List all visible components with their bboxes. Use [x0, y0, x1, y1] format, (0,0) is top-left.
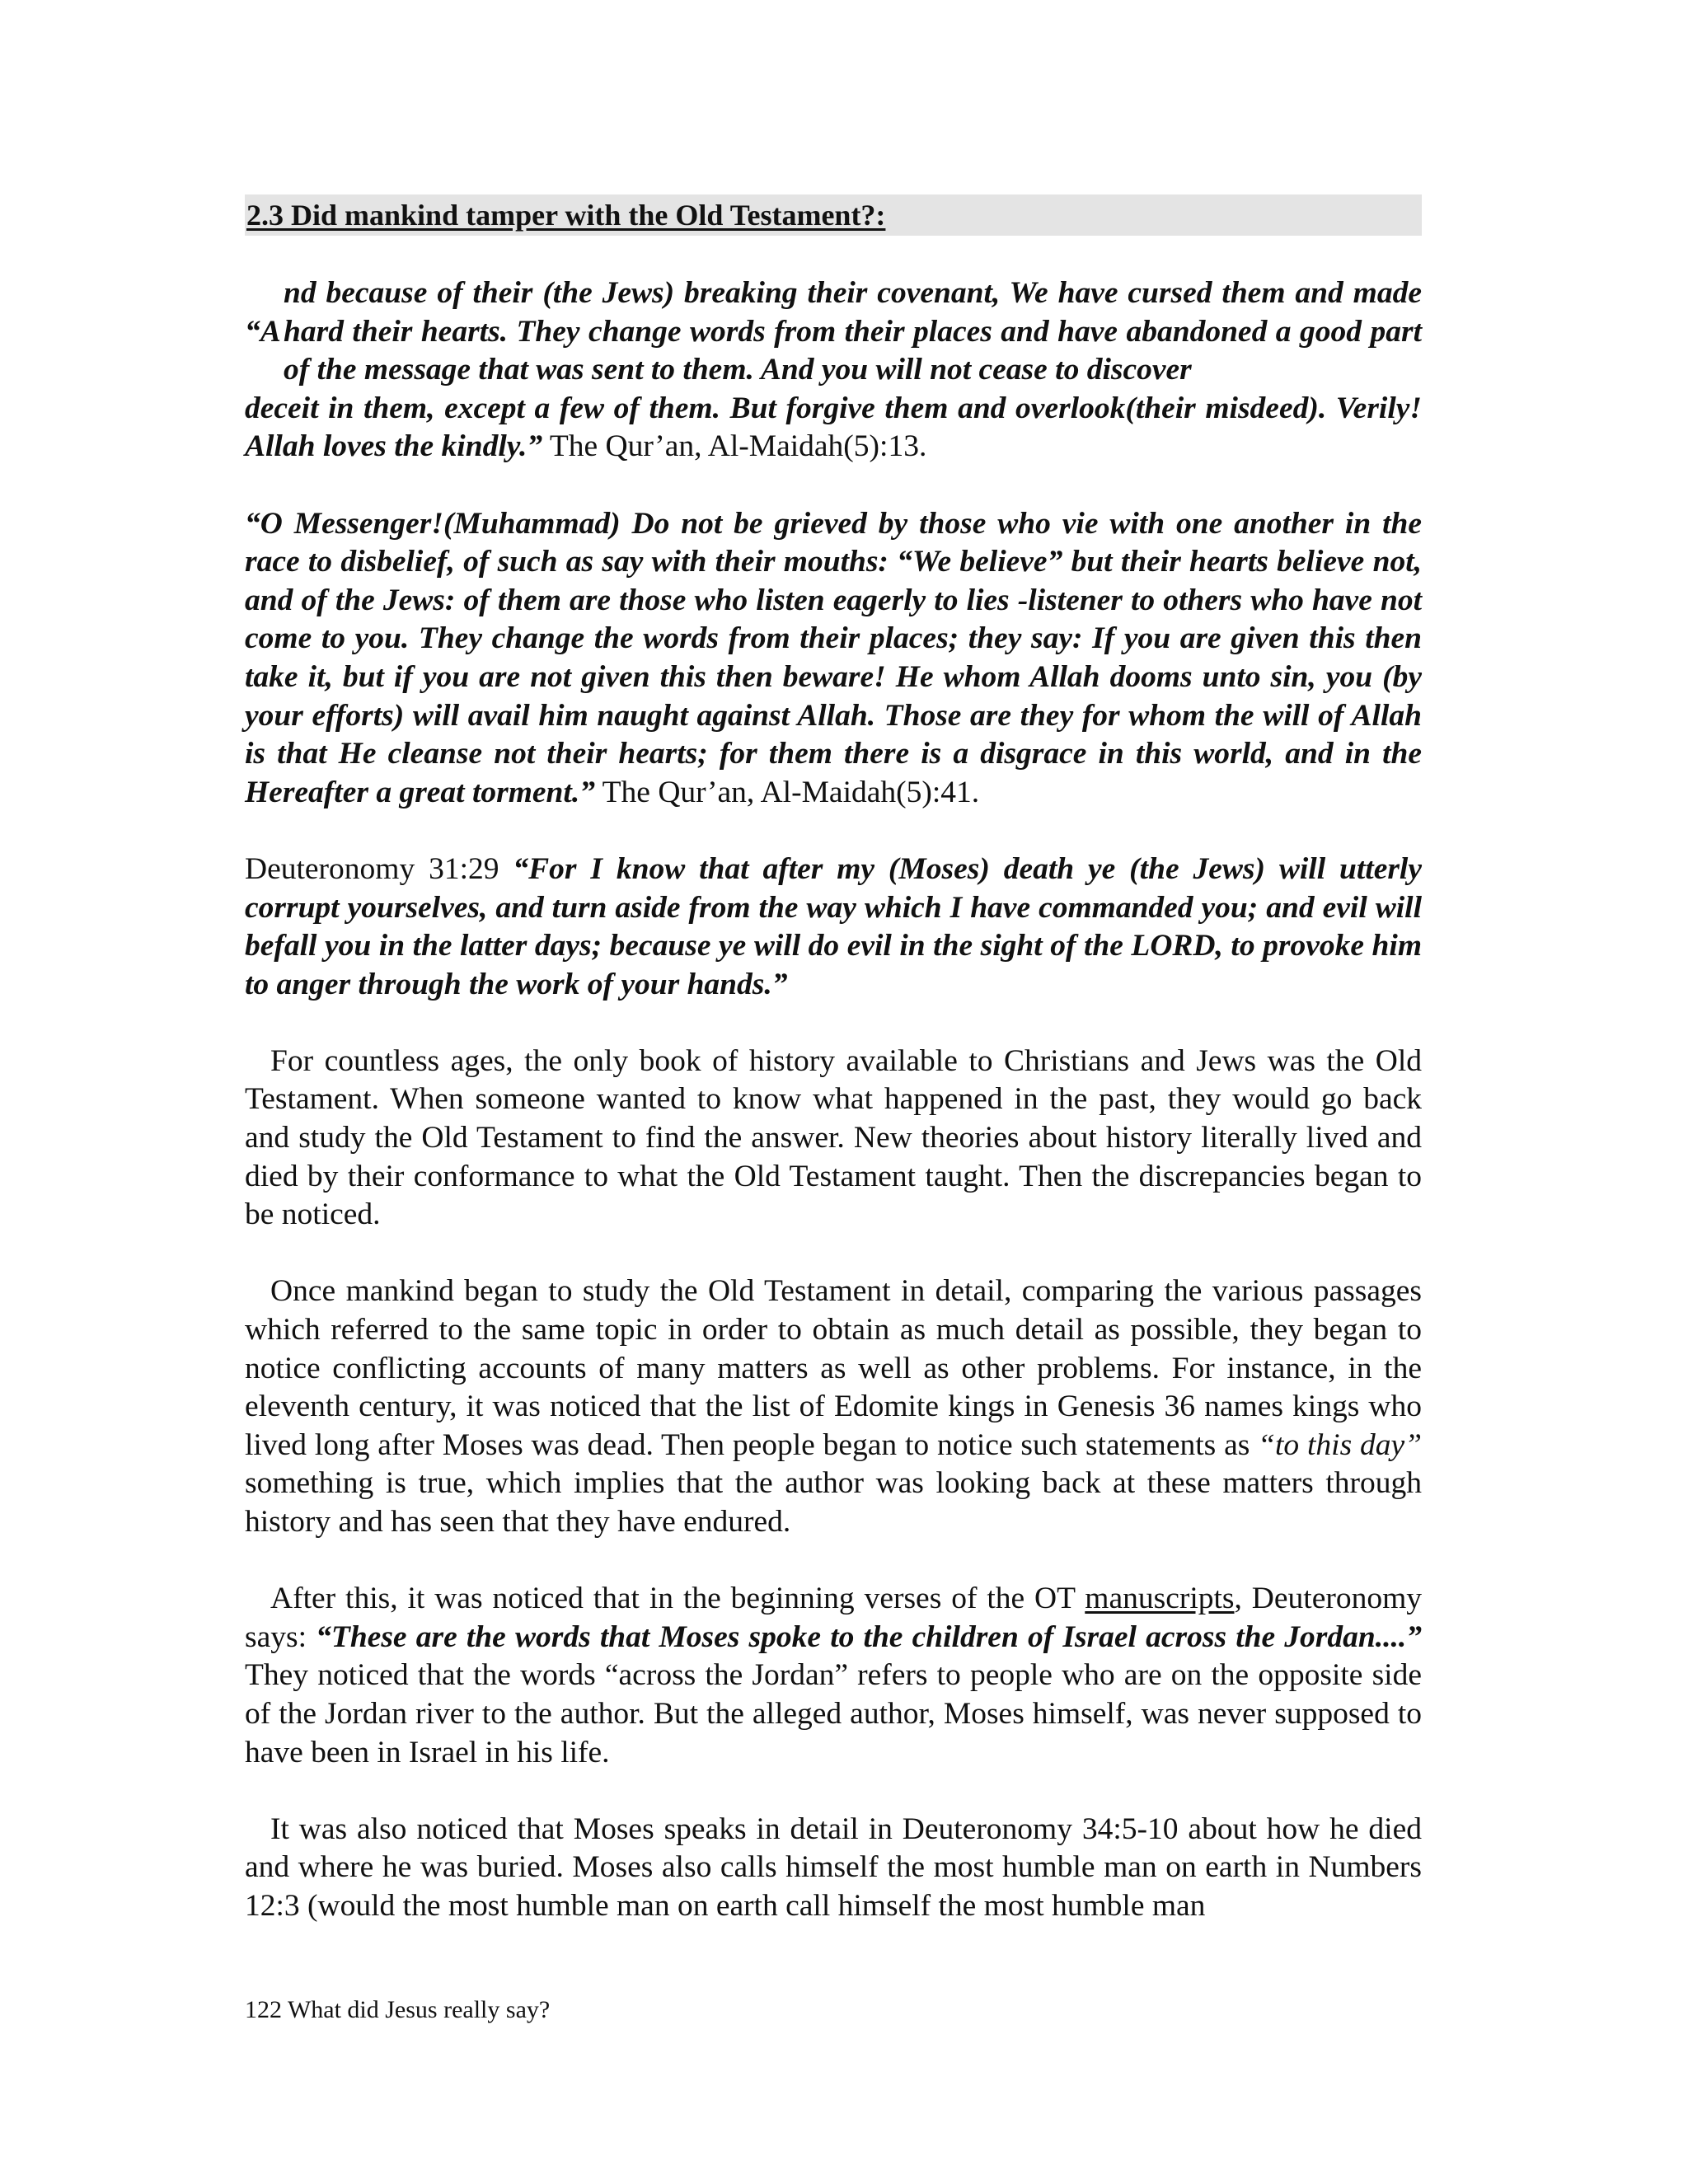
drop-cap [245, 313, 281, 352]
drop-cap-open-quote: “ [245, 315, 260, 349]
paragraph-across-jordan [245, 1580, 1422, 1772]
to-this-day-quote: “to this day” [1258, 1427, 1422, 1462]
quote-maidah-13 [245, 274, 1422, 466]
quote-maidah-13-rest [245, 390, 1422, 466]
paragraph-conflicting-accounts [245, 1272, 1422, 1541]
section-heading-bar [245, 194, 1422, 236]
quote-maidah-41-citation: The Qur’an, Al-Maidah(5):41. [594, 775, 980, 809]
page-content [245, 194, 1422, 1926]
manuscripts-link[interactable]: manuscripts [1085, 1582, 1235, 1616]
quote-deuteronomy [245, 851, 1422, 1004]
paragraph-across-jordan-text: After this, it was noticed that in the beginning verses of the OT [270, 1582, 1085, 1616]
quote-maidah-41 [245, 505, 1422, 813]
quote-maidah-13-text: deceit in them, except a few of them. But forgive them and overlook(their misdeed). Verily! Allah loves the kindly.” [245, 391, 1422, 464]
quote-maidah-13-lead: nd because of their (the Jews) breaking their covenant, We have cursed them and made hard their hearts. They change words from their places and have abandoned a good part of the message that was sent to them. And you will not cease to discover [284, 276, 1422, 387]
paragraph-across-jordan-mid: , Deuteronomy says: [245, 1582, 1422, 1654]
paragraph-conflicting-accounts-text: Once mankind began to study the Old Testament in detail, comparing the various passages which referred to the same topic in order to obtain as much detail as possible, they began to notice conflicting accounts of many matters as well as other problems. For instance, in the eleventh century, it was noticed that the list of Edomite kings in Genesis 36 names kings who lived long after Moses was dead. Then people began to notice such statements as [245, 1274, 1422, 1462]
deuteronomy-opening-quote: “These are the words that Moses spoke to the children of Israel across the Jordan....” [316, 1619, 1423, 1654]
quote-maidah-13-citation: The Qur’an, Al-Maidah(5):13. [542, 429, 927, 464]
quote-maidah-41-text: “O Messenger!(Muhammad) Do not be grieved by those who vie with one another in the race to disbelief, of such as say with their mouths: “We believe” but their hearts believe not, and of the Jews: of them are those who listen eagerly to lies -listener to others who have not come to you. They change the words from their places; they say: If you are given this then take it, but if you are not given this then beware! He whom Allah dooms unto sin, you (by your efforts) will avail him naught against Allah. Those are they for whom the will of Allah is that He cleanse not their hearts; for them there is a disgrace in this world, and in the Hereafter a great torment.” [245, 506, 1422, 809]
deuteronomy-quote-text: “For I know that after my (Moses) death ye (the Jews) will utterly corrupt yourselves, and turn aside from the way which I have commanded you; and evil will befall you in the latter days; because ye will do evil in the sight of the LORD, to provoke him to anger through the work of your hands.” [245, 851, 1422, 1001]
page-footer: 122 What did Jesus really say? [245, 1996, 551, 2023]
paragraph-conflicting-accounts-end: something is true, which implies that the author was looking back at these matters through history and has seen that they have endured. [245, 1466, 1422, 1539]
paragraph-countless-ages: For countless ages, the only book of history available to Christians and Jews was the Old Testament. When someone wanted to know what happened in the past, they would go back and study the Old Testament to find the answer. New theories about history literally lived and died by their conformance to what the Old Testament taught. Then the discrepancies began to be noticed. [245, 1043, 1422, 1232]
section-heading: 2.3 Did mankind tamper with the Old Testament?: [246, 199, 886, 232]
drop-cap-letter: A [260, 315, 281, 349]
paragraph-across-jordan-end: They noticed that the words “across the Jordan” refers to people who are on the opposite side of the Jordan river to the author. But the alleged author, Moses himself, was never supposed to have been in Israel in his life. [245, 1658, 1422, 1769]
deuteronomy-reference: Deuteronomy 31:29 [245, 851, 513, 886]
paragraph-moses-death: It was also noticed that Moses speaks in detail in Deuteronomy 34:5-10 about how he died and where he was buried. Moses also calls himself the most humble man on earth in Numbers 12:3 (would the most humble man on earth call himself the most humble man [245, 1811, 1422, 1923]
